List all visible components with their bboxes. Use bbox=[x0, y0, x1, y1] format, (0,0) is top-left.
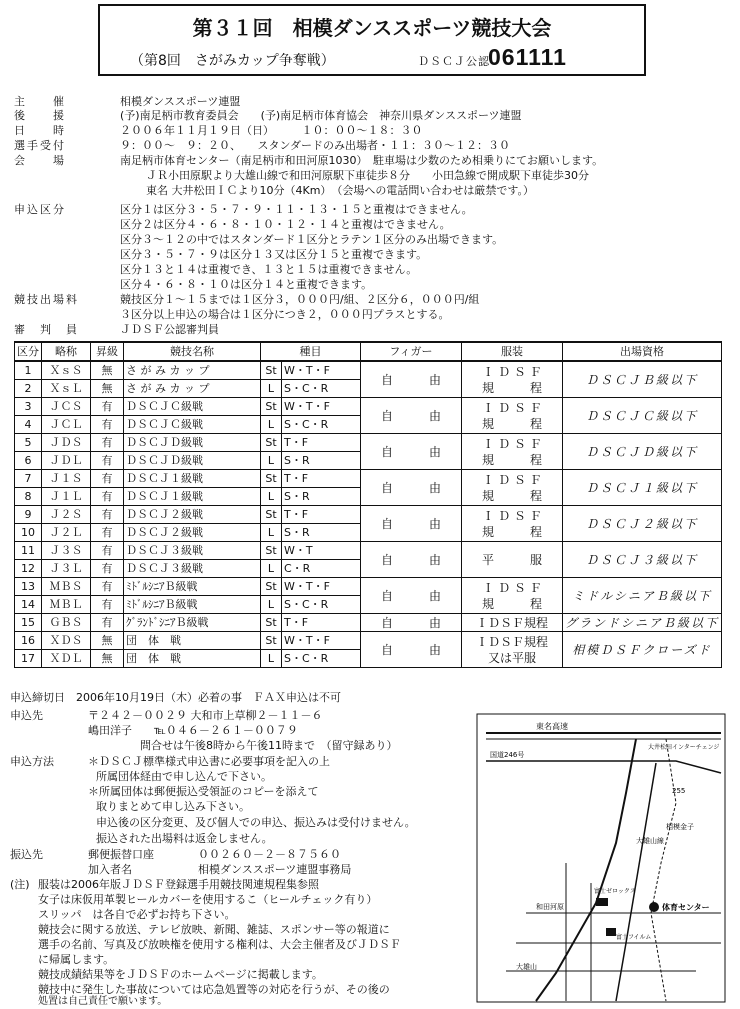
cell-no: 17 bbox=[15, 650, 42, 668]
cell-event-name: 団 体 戦 bbox=[124, 650, 261, 668]
transfer-line: 加入者名 相模ダンススポーツ連盟事務局 bbox=[88, 863, 352, 876]
cell-dance: W・T bbox=[282, 542, 361, 560]
cell-dance: W・T・F bbox=[282, 398, 361, 416]
cell-dance: W・T・F bbox=[282, 361, 361, 380]
map-label-route246: 国道246号 bbox=[490, 751, 525, 759]
address: 〒２４２－００２９ 大和市上草柳２－１１－６ bbox=[88, 709, 323, 722]
info-sponsor bbox=[14, 109, 522, 123]
cell-qualification: ＤＳＣＪ１級以下 bbox=[562, 470, 721, 506]
attire-line: 規 程 bbox=[481, 452, 542, 467]
cell-dance: T・F bbox=[282, 434, 361, 452]
cell-style: L bbox=[261, 524, 282, 542]
cell-style: St bbox=[261, 614, 282, 632]
cell-qualification: ＤＳＣＪＤ級以下 bbox=[562, 434, 721, 470]
cell-attire bbox=[461, 614, 562, 632]
entry-division-line: 区分１は区分３・５・７・９・１１・１３・１５と重複はできません。 bbox=[120, 203, 473, 216]
cell-abbr: ＧＢＳ bbox=[42, 614, 91, 632]
factory-marker-icon bbox=[606, 928, 616, 936]
attire-line: ＩＤＳＦ規程 bbox=[475, 634, 548, 649]
attire-line: 規 程 bbox=[481, 524, 542, 539]
cell-event-name: ﾐﾄﾞﾙｼﾆｱＢ級戦 bbox=[124, 578, 261, 596]
cell-abbr: ＪＤＬ bbox=[42, 452, 91, 470]
cell-event-name: ＤＳＣＪ１級戦 bbox=[124, 470, 261, 488]
fee-line: ３区分以上申込の場合は１区分につき２，０００円プラスとする。 bbox=[120, 308, 450, 321]
transfer-line: 郵便振替口座 ００２６０－２－８７５６０ bbox=[88, 848, 341, 861]
method-line: ＊ＤＳＣＪ標準様式申込書に必要事項を記入の上 bbox=[88, 755, 330, 768]
cell-figure: 自 由 bbox=[360, 632, 461, 668]
attire-line: ＩＤＳＦ規程 bbox=[475, 615, 548, 630]
cell-dance: W・T・F bbox=[282, 578, 361, 596]
cell-no: 2 bbox=[15, 380, 42, 398]
cell-style: L bbox=[261, 650, 282, 668]
table-row bbox=[15, 506, 722, 524]
attire-line: 規 程 bbox=[481, 380, 542, 395]
contact: 嶋田洋子 ℡０４６－２６１－００７９ bbox=[88, 724, 298, 737]
cell-event-name: さ が み カ ッ プ bbox=[124, 361, 261, 380]
note-line: 競技成績結果等をＪＤＳＦのホームページに掲載します。 bbox=[38, 968, 323, 981]
cell-figure: 自 由 bbox=[360, 578, 461, 614]
map-label-daiyuzan: 大雄山 bbox=[516, 963, 537, 971]
venue-access-car: 東名 大井松田ＩＣより10分（4Km） （会場への電話問い合わせは厳禁です。） bbox=[146, 184, 535, 197]
cell-promo: 有 bbox=[91, 506, 124, 524]
cell-promo: 無 bbox=[91, 632, 124, 650]
cell-attire bbox=[461, 470, 562, 506]
cell-style: St bbox=[261, 506, 282, 524]
inquiry-hours: 問合せは午後8時から午後11時まで （留守録あり） bbox=[140, 739, 398, 752]
venue-map bbox=[476, 713, 726, 1003]
note-line: 選手の名前、写真及び放映権を使用する権利は、大会主催者及びＪＤＳＦ bbox=[38, 938, 401, 951]
cell-style: St bbox=[261, 470, 282, 488]
cell-no: 9 bbox=[15, 506, 42, 524]
col-header-name: 競技名称 bbox=[124, 342, 261, 361]
cell-qualification: ＤＳＣＪ３級以下 bbox=[562, 542, 721, 578]
cell-figure: 自 由 bbox=[360, 398, 461, 434]
info-venue bbox=[14, 154, 603, 168]
attire-line: 規 程 bbox=[481, 416, 542, 431]
cell-promo: 有 bbox=[91, 560, 124, 578]
cell-abbr: ＪＣＳ bbox=[42, 398, 91, 416]
cell-attire bbox=[461, 578, 562, 614]
cell-figure: 自 由 bbox=[360, 434, 461, 470]
attire-line: Ｉ Ｄ Ｓ Ｆ bbox=[482, 436, 542, 451]
cell-abbr: ＸｓＬ bbox=[42, 380, 91, 398]
cell-event-name: ＤＳＣＪＤ級戦 bbox=[124, 452, 261, 470]
note-line: 服装は2006年版ＪＤＳＦ登録選手用競技関連規程集参照 bbox=[38, 878, 319, 891]
note-line: スリッパ は各自で必ずお持ち下さい。 bbox=[38, 908, 236, 921]
cell-event-name: 団 体 戦 bbox=[124, 632, 261, 650]
cell-dance: S・R bbox=[282, 452, 361, 470]
cell-dance: S・R bbox=[282, 488, 361, 506]
note-line: に帰属します。 bbox=[38, 953, 115, 966]
cell-figure: 自 由 bbox=[360, 506, 461, 542]
cell-event-name: ＤＳＣＪＤ級戦 bbox=[124, 434, 261, 452]
method-line: 取りまとめて申し込み下さい。 bbox=[96, 800, 250, 813]
table-row bbox=[15, 470, 722, 488]
cell-no: 15 bbox=[15, 614, 42, 632]
attire-line: 規 程 bbox=[481, 488, 542, 503]
cell-event-name: ﾐﾄﾞﾙｼﾆｱＢ級戦 bbox=[124, 596, 261, 614]
cell-figure: 自 由 bbox=[360, 361, 461, 398]
cell-attire bbox=[461, 398, 562, 434]
judges-row bbox=[14, 323, 219, 337]
fee-line: 競技区分１～１５までは１区分３，０００円/組、２区分６，０００円/組 bbox=[120, 293, 480, 306]
sanction-label: ＤＳＣＪ公認 bbox=[418, 55, 490, 68]
entry-division-line: 区分３・５・７・９は区分１３又は区分１５と重複できます。 bbox=[120, 248, 428, 261]
cell-figure: 自 由 bbox=[360, 470, 461, 506]
cell-promo: 有 bbox=[91, 542, 124, 560]
cell-dance: S・R bbox=[282, 524, 361, 542]
cell-dance: T・F bbox=[282, 614, 361, 632]
col-header-qual: 出場資格 bbox=[562, 342, 721, 361]
table-row bbox=[15, 398, 722, 416]
cell-promo: 有 bbox=[91, 398, 124, 416]
cell-event-name: ＤＳＣＪ２級戦 bbox=[124, 506, 261, 524]
address-label: 申込先 bbox=[10, 709, 43, 722]
attire-line: 規 程 bbox=[481, 596, 542, 611]
cell-qualification: ＤＳＣＪＢ級以下 bbox=[562, 361, 721, 398]
info-value: 相模ダンススポーツ連盟 bbox=[120, 95, 241, 108]
note-label: (注) bbox=[10, 878, 30, 891]
map-label-wada: 和田河原 bbox=[536, 903, 564, 911]
info-label: 選手受付 bbox=[14, 139, 66, 152]
cell-style: St bbox=[261, 361, 282, 380]
attire-line: 平 服 bbox=[481, 552, 542, 567]
info-date bbox=[14, 124, 423, 138]
cell-abbr: Ｊ１Ｓ bbox=[42, 470, 91, 488]
cell-qualification: 相模ＤＳＦクローズド bbox=[562, 632, 721, 668]
method-line: 申込後の区分変更、及び個人での申込、振込みは受付けません。 bbox=[96, 816, 416, 829]
cell-no: 3 bbox=[15, 398, 42, 416]
method-line: 振込された出場料は返金しません。 bbox=[96, 832, 273, 845]
cell-promo: 無 bbox=[91, 650, 124, 668]
cell-figure: 自 由 bbox=[360, 614, 461, 632]
cell-qualification: ミドルシニアＢ級以下 bbox=[562, 578, 721, 614]
cell-qualification: ＤＳＣＪ２級以下 bbox=[562, 506, 721, 542]
cell-event-name: ＤＳＣＪ３級戦 bbox=[124, 560, 261, 578]
entry-division-line: 区分４・６・８・１０は区分１４と重複できます。 bbox=[120, 278, 373, 291]
cell-event-name: ＤＳＣＪＣ級戦 bbox=[124, 416, 261, 434]
title-box bbox=[98, 4, 646, 76]
venue-marker-icon bbox=[649, 902, 659, 912]
cell-promo: 有 bbox=[91, 488, 124, 506]
cell-figure: 自 由 bbox=[360, 542, 461, 578]
cell-attire bbox=[461, 632, 562, 668]
col-header-promo: 昇級 bbox=[91, 342, 124, 361]
judges-label: 審 判 員 bbox=[14, 323, 79, 336]
cell-style: L bbox=[261, 596, 282, 614]
cell-promo: 有 bbox=[91, 596, 124, 614]
col-header-dance: 種目 bbox=[261, 342, 361, 361]
page-title: 第３１回 相模ダンススポーツ競技大会 bbox=[192, 16, 552, 40]
cell-no: 12 bbox=[15, 560, 42, 578]
attire-line: 又は平服 bbox=[487, 650, 536, 665]
map-label-xerox: 富士ゼロックス bbox=[594, 888, 636, 895]
attire-line: Ｉ Ｄ Ｓ Ｆ bbox=[482, 580, 542, 595]
table-row bbox=[15, 434, 722, 452]
cell-abbr: ＸＤＳ bbox=[42, 632, 91, 650]
fee-label: 競技出場料 bbox=[14, 293, 79, 306]
cell-abbr: Ｊ１Ｌ bbox=[42, 488, 91, 506]
cell-promo: 有 bbox=[91, 578, 124, 596]
cell-style: L bbox=[261, 488, 282, 506]
entry-division-line: 区分１３と１４は重複でき、１３と１５は重複できません。 bbox=[120, 263, 418, 276]
method-line: ＊所属団体は郵便振込受領証のコピーを添えて bbox=[88, 785, 319, 798]
cell-promo: 有 bbox=[91, 524, 124, 542]
attire-line: Ｉ Ｄ Ｓ Ｆ bbox=[482, 472, 542, 487]
cell-no: 7 bbox=[15, 470, 42, 488]
factory-marker-icon bbox=[596, 898, 608, 906]
cell-abbr: ＭＢＳ bbox=[42, 578, 91, 596]
cell-no: 14 bbox=[15, 596, 42, 614]
cell-abbr: ＭＢＬ bbox=[42, 596, 91, 614]
cell-event-name: ＤＳＣＪ３級戦 bbox=[124, 542, 261, 560]
table-row bbox=[15, 632, 722, 650]
cell-no: 4 bbox=[15, 416, 42, 434]
sanction-code: 061111 bbox=[488, 44, 567, 70]
col-header-no: 区分 bbox=[15, 342, 42, 361]
cell-dance: W・T・F bbox=[282, 632, 361, 650]
cell-no: 6 bbox=[15, 452, 42, 470]
cell-promo: 有 bbox=[91, 416, 124, 434]
events-body bbox=[15, 361, 722, 668]
table-row bbox=[15, 542, 722, 560]
map-label-station2: 大雄山線 bbox=[636, 837, 664, 845]
judges-value: ＪＤＳＦ公認審判員 bbox=[120, 323, 219, 336]
info-label: 日 時 bbox=[14, 124, 66, 137]
info-label: 会 場 bbox=[14, 154, 66, 167]
map-label-highway: 東名高速 bbox=[536, 722, 568, 731]
info-label: 後 援 bbox=[14, 109, 66, 122]
cell-abbr: Ｊ２Ｓ bbox=[42, 506, 91, 524]
cell-promo: 有 bbox=[91, 434, 124, 452]
map-label-center: 体育センター bbox=[662, 903, 710, 912]
cell-style: St bbox=[261, 398, 282, 416]
attire-line: Ｉ Ｄ Ｓ Ｆ bbox=[482, 364, 542, 379]
cell-dance: T・F bbox=[282, 470, 361, 488]
cell-dance: T・F bbox=[282, 506, 361, 524]
note-line: 競技中に発生した事故については応急処置等の対応を行うが、その後の bbox=[38, 983, 390, 996]
attire-line: Ｉ Ｄ Ｓ Ｆ bbox=[482, 400, 542, 415]
cell-dance: S・C・R bbox=[282, 650, 361, 668]
cell-promo: 有 bbox=[91, 452, 124, 470]
page-subtitle: （第8回 さがみカップ争奪戦） bbox=[130, 53, 335, 69]
cell-no: 13 bbox=[15, 578, 42, 596]
cell-attire bbox=[461, 542, 562, 578]
cell-dance: S・C・R bbox=[282, 416, 361, 434]
cell-event-name: さ が み カ ッ プ bbox=[124, 380, 261, 398]
note-line: 処置は自己責任で願います。 bbox=[38, 996, 168, 1007]
cell-style: St bbox=[261, 632, 282, 650]
cell-no: 1 bbox=[15, 361, 42, 380]
note-line: 競技会に関する放送、テレビ放映、新聞、雑誌、スポンサー等の報道に bbox=[38, 923, 390, 936]
table-row bbox=[15, 361, 722, 380]
info-value: ２００６年１１月１９日（日） １０：００～１８：３０ bbox=[120, 124, 423, 137]
info-reception bbox=[14, 139, 510, 153]
fee-label-row bbox=[14, 293, 120, 307]
cell-abbr: ＸＤＬ bbox=[42, 650, 91, 668]
transfer-label: 振込先 bbox=[10, 848, 43, 861]
map-label-station1: 相模金子 bbox=[666, 823, 694, 831]
cell-dance: S・C・R bbox=[282, 380, 361, 398]
cell-no: 10 bbox=[15, 524, 42, 542]
events-table bbox=[14, 341, 722, 668]
entry-division-label: 申込区分 bbox=[14, 203, 66, 216]
cell-style: St bbox=[261, 578, 282, 596]
cell-attire bbox=[461, 434, 562, 470]
cell-style: L bbox=[261, 416, 282, 434]
cell-dance: S・C・R bbox=[282, 596, 361, 614]
deadline: 申込締切日 2006年10月19日（木）必着の事 ＦＡＸ申込は不可 bbox=[10, 691, 341, 704]
cell-promo: 有 bbox=[91, 470, 124, 488]
cell-abbr: Ｊ３Ｌ bbox=[42, 560, 91, 578]
col-header-figure: フィガー bbox=[360, 342, 461, 361]
table-row bbox=[15, 614, 722, 632]
cell-no: 8 bbox=[15, 488, 42, 506]
cell-no: 11 bbox=[15, 542, 42, 560]
cell-abbr: ＪＤＳ bbox=[42, 434, 91, 452]
cell-style: St bbox=[261, 434, 282, 452]
venue-access-train: ＪＲ小田原駅より大雄山線で和田河原駅下車徒歩８分 小田急線で開成駅下車徒歩30分 bbox=[146, 169, 589, 182]
cell-event-name: ＤＳＣＪ２級戦 bbox=[124, 524, 261, 542]
cell-abbr: ＪＣＬ bbox=[42, 416, 91, 434]
entry-division-line: 区分２は区分４・６・８・１０・１２・１４と重複はできません。 bbox=[120, 218, 451, 231]
method-label: 申込方法 bbox=[10, 755, 54, 768]
cell-style: L bbox=[261, 452, 282, 470]
info-value: ９：００～ ９：２０、 スタンダードのみ出場者・１１：３０～１２：３０ bbox=[120, 139, 511, 152]
cell-event-name: ｸﾞﾗﾝﾄﾞｼﾆｱＢ級戦 bbox=[124, 614, 261, 632]
info-value: (予)南足柄市教育委員会 (予)南足柄市体育協会 神奈川県ダンススポーツ連盟 bbox=[120, 109, 522, 122]
cell-no: 16 bbox=[15, 632, 42, 650]
map-label-route255: 255 bbox=[672, 787, 686, 795]
cell-style: L bbox=[261, 560, 282, 578]
method-line: 所属団体経由で申し込んで下さい。 bbox=[96, 770, 272, 783]
cell-style: St bbox=[261, 542, 282, 560]
map-label-fuji: 富士フイルム bbox=[616, 934, 652, 941]
cell-promo: 有 bbox=[91, 614, 124, 632]
cell-qualification: グランドシニアＢ級以下 bbox=[562, 614, 721, 632]
cell-no: 5 bbox=[15, 434, 42, 452]
table-row bbox=[15, 578, 722, 596]
info-value: 南足柄市体育センター（南足柄市和田河原1030） 駐車場は少数のため相乗りにてお願いします。 bbox=[120, 154, 604, 167]
cell-event-name: ＤＳＣＪ１級戦 bbox=[124, 488, 261, 506]
attire-line: Ｉ Ｄ Ｓ Ｆ bbox=[482, 508, 542, 523]
cell-abbr: Ｊ３Ｓ bbox=[42, 542, 91, 560]
cell-dance: C・R bbox=[282, 560, 361, 578]
info-organizer bbox=[14, 95, 240, 109]
entry-division-label-row bbox=[14, 203, 120, 217]
cell-attire bbox=[461, 361, 562, 398]
cell-attire bbox=[461, 506, 562, 542]
cell-style: L bbox=[261, 380, 282, 398]
table-header-row bbox=[15, 342, 722, 361]
note-line: 女子は床仮用革製ヒールカバーを使用するこ（ヒールチェック有り） bbox=[38, 893, 378, 906]
entry-division-line: 区分３～１２の中ではスタンダード１区分とラテン１区分のみ出場できます。 bbox=[120, 233, 504, 246]
col-header-attire: 服装 bbox=[461, 342, 562, 361]
cell-abbr: ＸｓＳ bbox=[42, 361, 91, 380]
cell-abbr: Ｊ２Ｌ bbox=[42, 524, 91, 542]
info-label: 主 催 bbox=[14, 95, 66, 108]
col-header-abbr: 略称 bbox=[42, 342, 91, 361]
cell-promo: 無 bbox=[91, 361, 124, 380]
map-label-ic: 大井松田インターチェンジ bbox=[648, 744, 720, 751]
cell-event-name: ＤＳＣＪＣ級戦 bbox=[124, 398, 261, 416]
cell-qualification: ＤＳＣＪＣ級以下 bbox=[562, 398, 721, 434]
cell-promo: 無 bbox=[91, 380, 124, 398]
